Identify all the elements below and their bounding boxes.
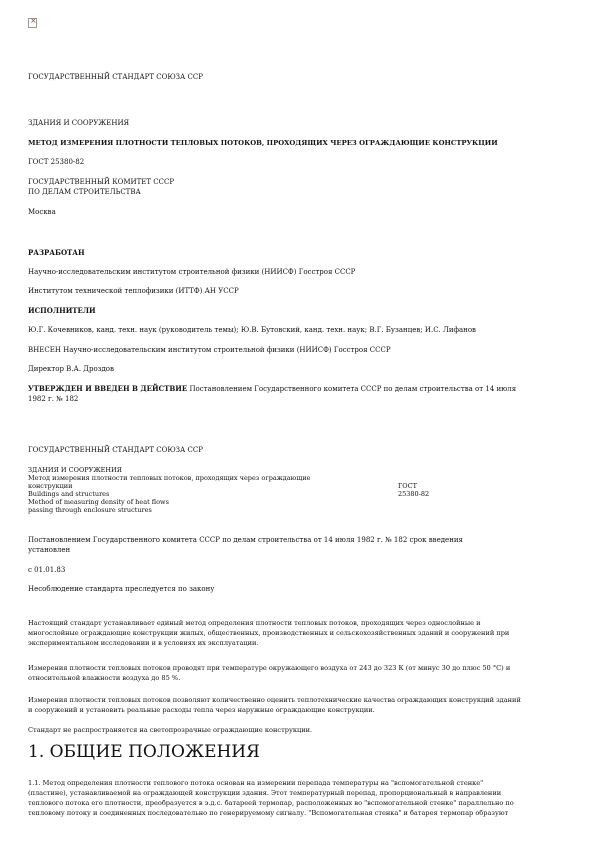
approved-text: Постановлением Государственного комитета СССР по делам строительства от 14 июля	[189, 385, 517, 393]
director: Директор В.А. Дроздов	[28, 365, 114, 373]
header-gost-number: 25380-82	[398, 490, 430, 498]
header-row	[28, 466, 558, 474]
cover-committee-line-2: ПО ДЕЛАМ СТРОИТЕЛЬСТВА	[28, 188, 141, 196]
header-title-en-1: Buildings and structures	[28, 490, 110, 498]
approved-label: УТВЕРЖДЕН И ВВЕДЕН В ДЕЙСТВИЕ	[28, 384, 188, 393]
decree-line-1: Постановлением Государственного комитета СССР по делам строительства от 14 июля 1982 г. № 182 срок введения	[28, 536, 463, 544]
header-title-en-2: Method of measuring density of heat flows	[28, 498, 169, 506]
intro-p4: Стандарт не распространяется на светопрозрачные ограждающие конструкции.	[28, 726, 313, 734]
section-1-line-4: тепловому потоку и соединенных последовательно по генерируемому сигналу. "Вспомогательная стенка" и батарея термопар образуют	[28, 809, 509, 817]
header-category: ЗДАНИЯ И СООРУЖЕНИЯ	[28, 466, 122, 474]
section-1-line-2: (пластине), устанавливаемой на ограждающей конструкции здания. Этот температурный перепад, пропорциональный в направлении	[28, 789, 502, 797]
intro-p3-line-2: и сооружений и установить реальные расходы тепла через наружные ограждающие конструкции.	[28, 706, 375, 714]
section-1-line-3: теплового потока его плотности, преобразуется в э.д.с. батареей термопар, расположенных во "вспомогательной стенке" параллельно по	[28, 799, 514, 807]
intro-p2-line-2: относительной влажности воздуха до 85 %.	[28, 674, 181, 682]
cover-committee-line-1: ГОСУДАРСТВЕННЫЙ КОМИТЕТ СССР	[28, 178, 175, 186]
approved-line-2: 1982 г. № 182	[28, 395, 79, 403]
header-title-en-3: passing through enclosure structures	[28, 506, 152, 514]
intro-p3-line-1: Измерения плотности тепловых потоков позволяют количественно оценить теплотехнические качества ограждающих конструкций зданий	[28, 696, 521, 704]
cover-city: Москва	[28, 208, 56, 216]
decree-penalty: Несоблюдение стандарта преследуется по закону	[28, 585, 215, 593]
header-row	[28, 506, 558, 514]
decree-date: с 01.01.83	[28, 566, 66, 574]
header-table	[28, 466, 558, 514]
intro-p2-line-1: Измерения плотности тепловых потоков проводят при температуре окружающего воздуха от 243 до 323 К (от минус 30 до плюс 50 °С) и	[28, 664, 511, 672]
header-title-ru-2: конструкции	[28, 482, 73, 490]
header-standard: ГОСУДАРСТВЕННЫЙ СТАНДАРТ СОЮЗА ССР	[28, 446, 203, 454]
approved-line-1	[28, 384, 558, 394]
executors: Ю.Г. Кочевников, канд. техн. наук (руководитель темы); Ю.В. Бутовский, канд. техн. наук; В.Г. Бузанцев; И.С. Лифанов	[28, 326, 476, 334]
decree-line-2: установлен	[28, 546, 71, 554]
header-row	[28, 482, 558, 490]
header-gost-label: ГОСТ	[398, 482, 417, 490]
header-title-ru-1: Метод измерения плотности тепловых потоков, проходящих через ограждающие	[28, 474, 311, 482]
header-row	[28, 490, 558, 498]
header-row	[28, 498, 558, 506]
intro-p1-line-2: многослойные ограждающие конструкции жилых, общественных, производственных и сельскохозяйственных зданий и сооружений при	[28, 629, 510, 637]
header-row	[28, 474, 558, 482]
cover-code: ГОСТ 25380-82	[28, 158, 85, 166]
executors-label: ИСПОЛНИТЕЛИ	[28, 306, 96, 315]
developer-2: Институтом технической теплофизики (ИТТФ) АН УССР	[28, 287, 239, 295]
developed-label: РАЗРАБОТАН	[28, 248, 85, 257]
intro-p1-line-1: Настоящий стандарт устанавливает единый метод определения плотности тепловых потоков, проходящих через однослойные и	[28, 619, 481, 627]
cover-standard: ГОСУДАРСТВЕННЫЙ СТАНДАРТ СОЮЗА ССР	[28, 73, 203, 81]
cover-category: ЗДАНИЯ И СООРУЖЕНИЯ	[28, 119, 130, 127]
cover-title: МЕТОД ИЗМЕРЕНИЯ ПЛОТНОСТИ ТЕПЛОВЫХ ПОТОКОВ, ПРОХОДЯЩИХ ЧЕРЕЗ ОГРАЖДАЮЩИЕ КОНСТРУКЦИИ	[28, 139, 498, 147]
developer-1: Научно-исследовательским институтом строительной физики (НИИСФ) Госстроя СССР	[28, 268, 356, 276]
broken-image-icon	[28, 18, 37, 28]
introduced: ВНЕСЕН Научно-исследовательским институтом строительной физики (НИИСФ) Госстроя СССР	[28, 346, 391, 354]
section-1-line-1: 1.1. Метод определения плотности теплового потока основан на измерении перепада температуры на "вспомогательной стенке"	[28, 779, 484, 787]
section-1-heading: 1. ОБЩИЕ ПОЛОЖЕНИЯ	[28, 742, 260, 762]
intro-p1-line-3: экспериментальном исследовании и в условиях их эксплуатации.	[28, 639, 259, 647]
